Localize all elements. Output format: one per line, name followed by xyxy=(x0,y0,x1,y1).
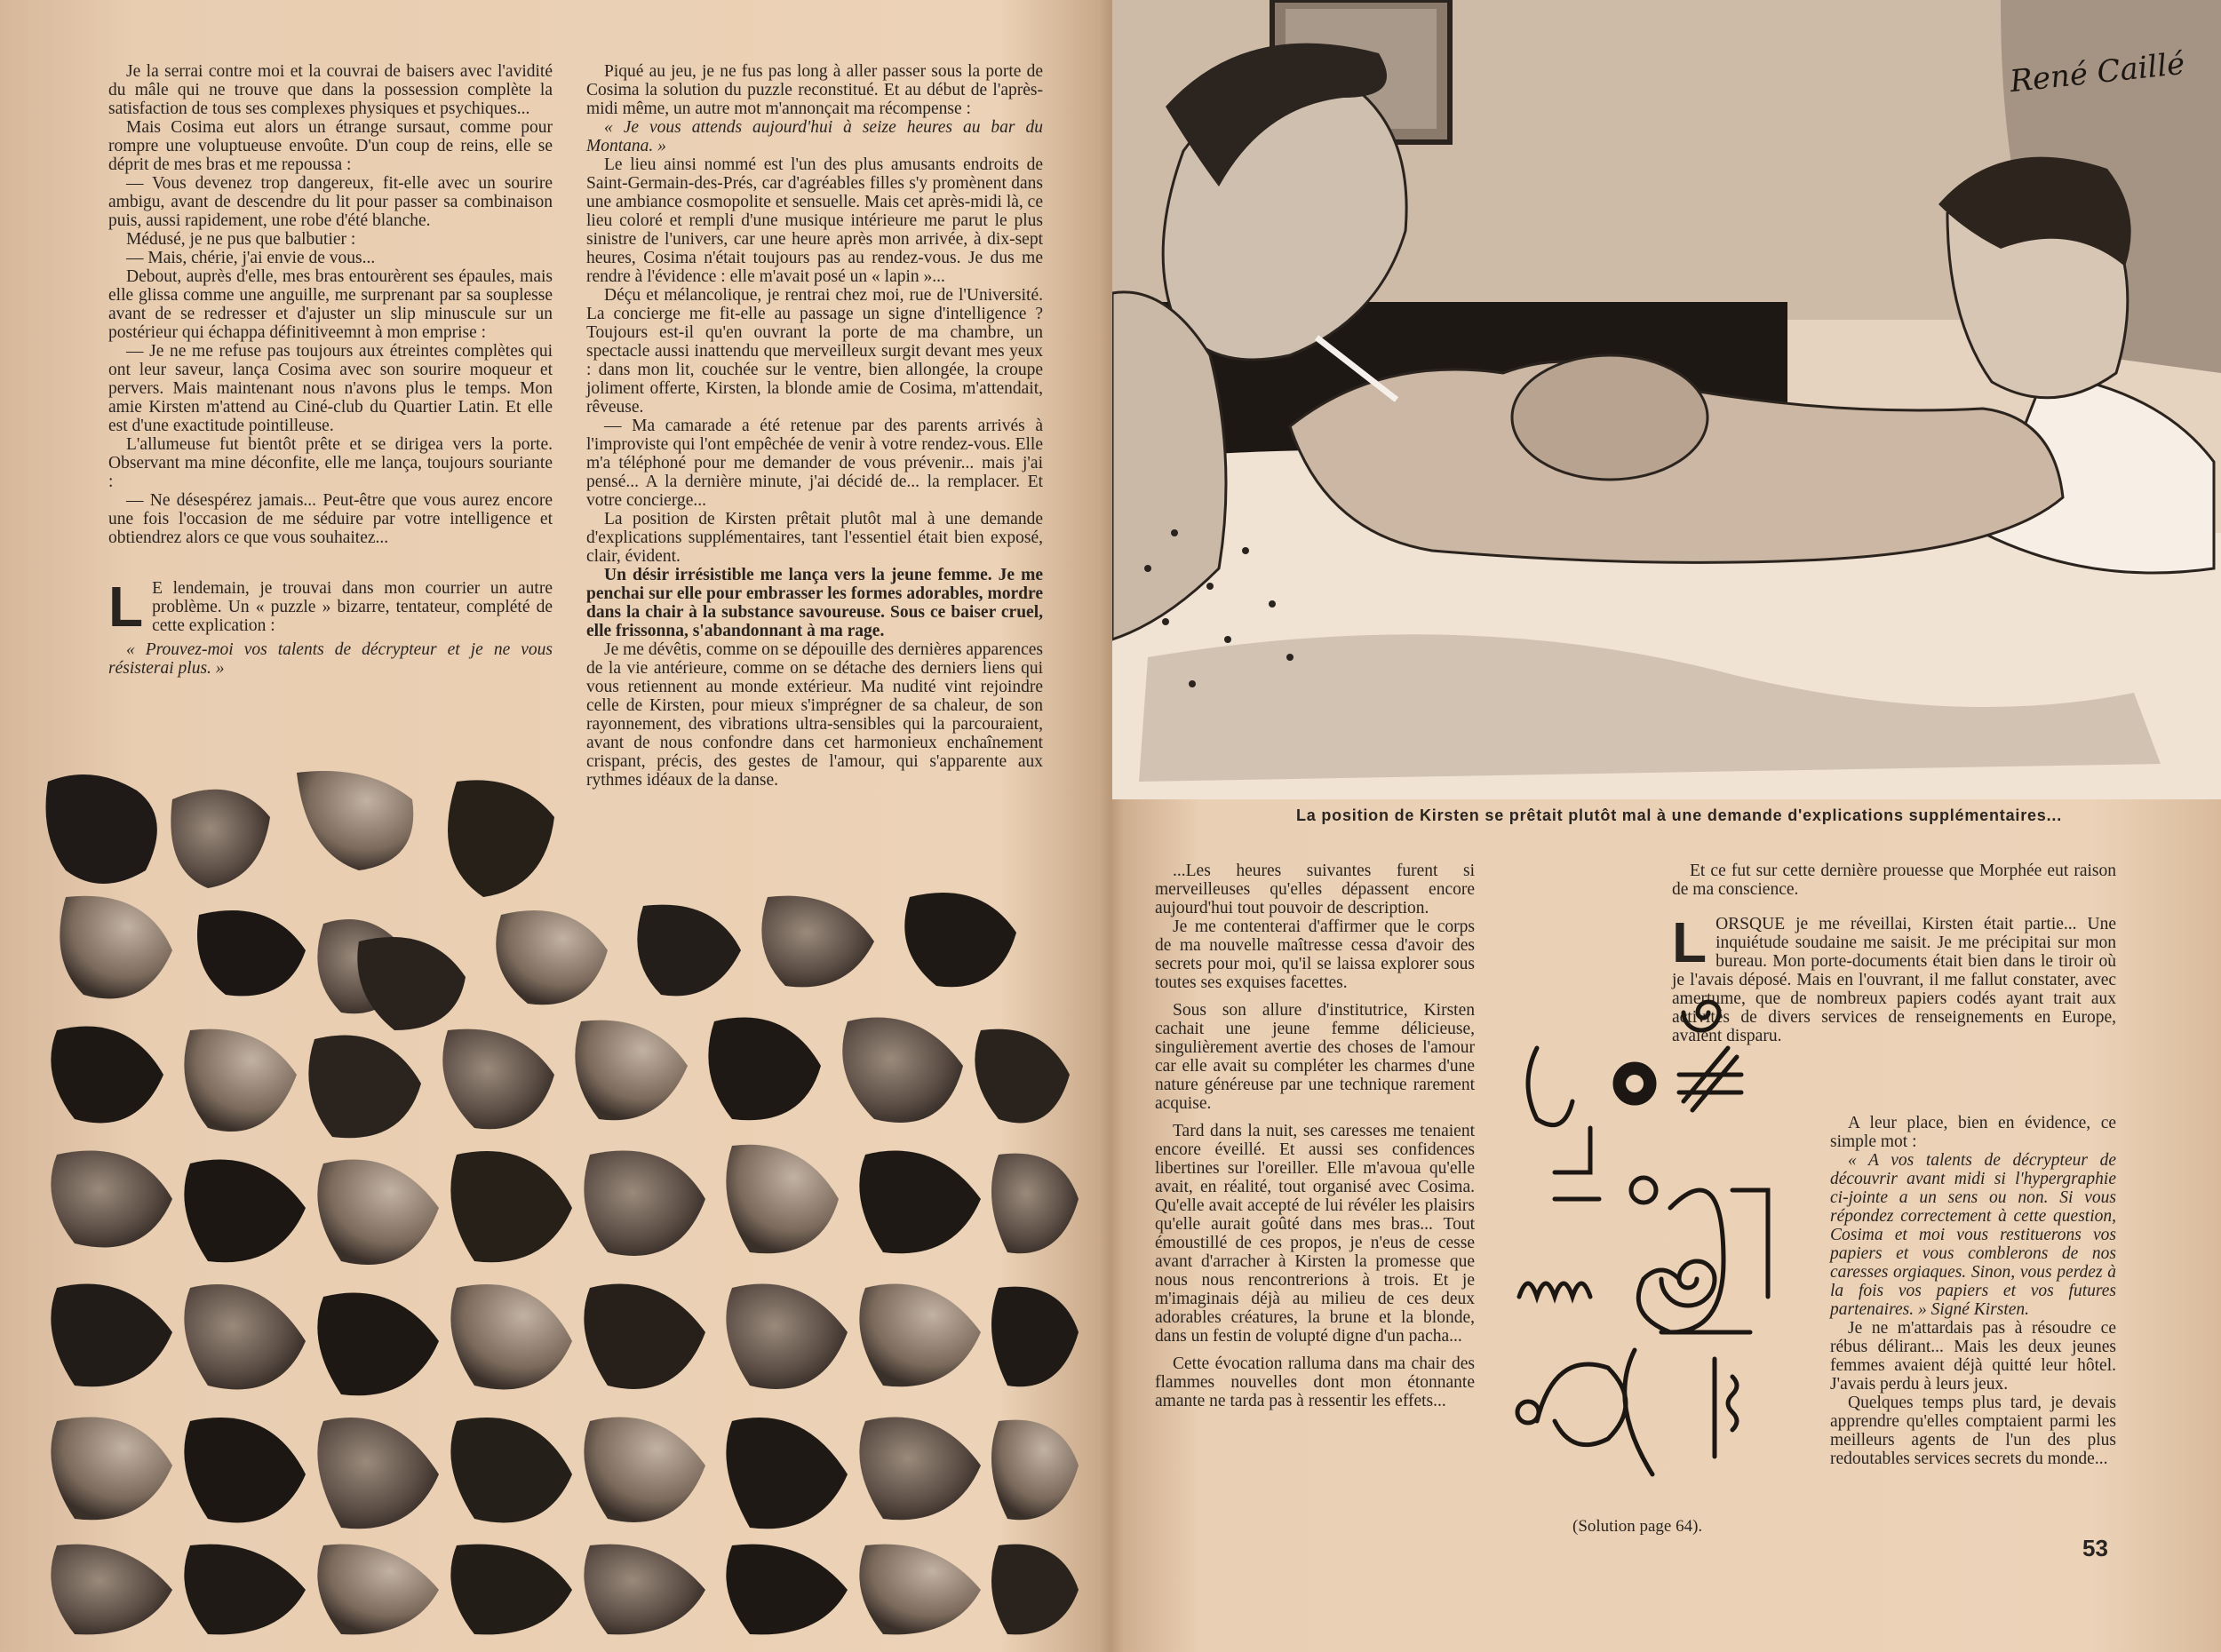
drop-cap: L xyxy=(108,575,144,639)
left-column-2 xyxy=(586,62,1043,790)
paragraph: La position de Kirsten prêtait plutôt mal à une demande d'explications supplémentaires, tant l'essentiel était bien exposé, clair, évident. xyxy=(586,510,1043,566)
paragraph: Médusé, je ne pus que balbutier : xyxy=(126,230,356,249)
left-column-1 xyxy=(108,62,553,678)
paragraph: Je me contenterai d'affirmer que le corps de ma nouvelle maîtresse cessa d'avoir des secrets pour moi, qu'il se laissa explorer sous toutes ses exquises facettes. xyxy=(1155,917,1475,992)
left-page xyxy=(0,0,1109,1652)
paragraph: — Je ne me refuse pas toujours aux étreintes complètes qui ont leur saveur, lança Cosima avec son sourire moqueur et pervers. Mais maintenant nous n'avons plus le temps. Mon amie Kirsten m'attend au Ciné-club du Quartier Latin. Et elle est d'une exactitude pointilleuse. xyxy=(108,342,553,435)
hypergraphie-rebus xyxy=(1501,995,1786,1492)
paragraph: — Ma camarade a été retenue par des parents arrivés à l'improviste qui l'ont empêchée de venir à votre rendez-vous. Elle m'a téléphoné pour me demander de vous prévenir... mais j'ai pensé... A la dernière minute, j'ai décidé de... la remplacer. Et votre concierge... xyxy=(586,417,1043,510)
paragraph: Piqué au jeu, je ne fus pas long à aller passer sous la porte de Cosima la solution du puzzle reconstitué. Et au début de l'après-midi même, un autre mot m'annonçait ma récompense : xyxy=(586,62,1043,118)
paragraph: Mais Cosima eut alors un étrange sursaut, comme pour rompre une voluptueuse envoûte. D'un coup de reins, elle se déprit de mes bras et me repoussa : xyxy=(108,118,553,174)
paragraph: Je ne m'attardais pas à résoudre ce rébus délirant... Mais les deux jeunes femmes avaient déjà quitté leur hôtel. J'avais perdu à leurs jeux. xyxy=(1830,1319,2116,1394)
puzzle-pieces xyxy=(46,771,1079,1634)
puzzle-collage xyxy=(39,764,1086,1643)
paragraph: A leur place, bien en évidence, ce simple mot : xyxy=(1830,1114,2116,1151)
page-number: 53 xyxy=(2082,1535,2108,1561)
paragraph: — Mais, chérie, j'ai envie de vous... xyxy=(126,249,376,267)
section-text: ORSQUE je me réveillai, Kirsten était partie... Une inquiétude soudaine me saisit. Je me précipitai sur mon bureau. Mon porte-documents était bien dans le tiroir où je l'avais déposé. Mais en l'ouvrant, il me fallut constater, avec amertume, que de nombreux papiers codés ayant trait aux activités de divers services de renseignements en Europe, avaient disparu. xyxy=(1672,915,2116,1045)
paragraph: Je la serrai contre moi et la couvrai de baisers avec l'avidité du mâle qui ne trouve que dans la possession complète la satisfaction de tous ses complexes physiques et psychiques... xyxy=(108,62,553,118)
paragraph: Tard dans la nuit, ses caresses me tenaient encore éveillé. Et aussi ses confidences libertines sur l'oreiller. Elle m'avoua qu'elle avait, en réalité, tout organisé avec Cosima. Qu'elle avait accepté de lui révéler les plaisirs qu'elle aurait goûté dans mes bras... Tout émoustillé de ces propos, je n'eus de cesse avant d'arracher à Kirsten la promesse que nous nous rencontrerions à trois. Et je m'imaginais déjà au milieu de ces deux adorables créatures, la brune et la blonde, dans un festin de volupté digne d'un pacha... xyxy=(1155,1122,1475,1346)
paragraph: ...Les heures suivantes furent si merveilleuses qu'elles dépassent encore aujourd'hui tout pouvoir de description. xyxy=(1155,862,1475,917)
right-column-1 xyxy=(1155,862,1475,1410)
paragraph: L'allumeuse fut bientôt prête et se dirigea vers la porte. Observant ma mine déconfite, elle me lança, toujours souriante : xyxy=(108,435,553,491)
right-column-2-continued xyxy=(1830,1114,2116,1468)
paragraph: Déçu et mélancolique, je rentrai chez moi, rue de l'Université. La concierge me fit-elle au passage un signe d'intelligence ? Toujours est-il qu'en ouvrant la porte de ma chambre, un spectacle aussi inattendu que merveilleux surgit devant mes yeux : dans mon lit, couchée sur le ventre, bien allongée, la croupe joliment offerte, Kirsten, la blonde amie de Cosima, m'attendait, rêveuse. xyxy=(586,286,1043,417)
paragraph: Je me dévêtis, comme on se dépouille des dernières apparences de la vie antérieure, comme on se détache des derniers liens qui vous retiennent au monde extérieur. Ma nudité vint rejoindre celle de Kirsten, pour mieux s'imprégner de sa chaleur, de son rayonnement, des vibrations ultra-sensibles qui la parcouraient, avant de nous confondre dans cet harmonieux enchaînement crispant, précis, des gestes de l'amour, qui s'apparente aux rythmes idéaux de la danse. xyxy=(586,640,1043,790)
bed-illustration xyxy=(1112,0,2221,799)
paragraph: — Ne désespérez jamais... Peut-être que vous aurez encore une fois l'occasion de me séduire par votre intelligence et obtiendrez alors ce que vous souhaitez... xyxy=(108,491,553,547)
quote: « Prouvez-moi vos talents de décrypteur et je ne vous résisterai plus. » xyxy=(108,640,553,678)
drop-cap: L xyxy=(1672,910,1708,974)
solution-note: (Solution page 64). xyxy=(1572,1517,1703,1536)
illustration-caption: La position de Kirsten se prêtait plutôt mal à une demande d'explications supplémentaires... xyxy=(1295,806,2063,824)
artist-signature: René Caillé xyxy=(2008,45,2187,100)
paragraph: — Vous devenez trop dangereux, fit-elle avec un sourire ambigu, avant de descendre du lit pour passer sa combinaison puis, aussi rapidement, une robe d'été blanche. xyxy=(108,174,553,230)
paragraph-quote: « A vos talents de décrypteur de découvrir avant midi si l'hypergraphie ci-jointe a un sens ou non. Si vous répondez correctement à cette question, Cosima et moi vous restituerons vos papiers et vous comblerons de nos caresses orgiaques. Sinon, vous perdez à la fois vos papiers et vos futures partenaires. » Signé Kirsten. xyxy=(1830,1151,2116,1319)
paragraph: Et ce fut sur cette dernière prouesse que Morphée eut raison de ma conscience. xyxy=(1672,862,2116,899)
paragraph: Sous son allure d'institutrice, Kirsten cachait une jeune femme délicieuse, singulièrement avertie des choses de l'amour car elle avait su compléter les charmes d'une nature généreuse par une technique rarement acquise. xyxy=(1155,1001,1475,1113)
paragraph: Debout, auprès d'elle, mes bras entourèrent ses épaules, mais elle glissa comme une anguille, me surprenant par sa souplesse avant de se redresser et d'ajuster un slip minuscule sur un postérieur qui échappa définitiveemnt à mon emprise : xyxy=(108,267,553,342)
paragraph: Quelques temps plus tard, je devais apprendre qu'elles comptaient parmi les meilleurs agents de l'un des plus redoutables services secrets du monde... xyxy=(1830,1394,2116,1468)
paragraph: Un désir irrésistible me lança vers la jeune femme. Je me penchai sur elle pour embrasser les formes adorables, mordre dans la chair à la substance savoureuse. Sous ce baiser cruel, elle frissonna, s'abandonnant à ma rage. xyxy=(586,566,1043,640)
section-start xyxy=(108,575,553,639)
paragraph: Le lieu ainsi nommé est l'un des plus amusants endroits de Saint-Germain-des-Prés, car d'agréables filles s'y promènent dans une ambiance cosmopolite et sensuelle. Mais cet après-midi là, ce lieu coloré et rempli d'une musique intérieure me parut le plus sinistre de l'univers, car une heure après mon arrivée, à dix-sept heures, Cosima n'était toujours pas au rendez-vous. Je dus me rendre à l'évidence : elle m'avait posé un « lapin »... xyxy=(586,155,1043,286)
paragraph: Cette évocation ralluma dans ma chair des flammes nouvelles dont mon étonnante amante ne tarda pas à ressentir les effets... xyxy=(1155,1354,1475,1410)
paragraph-quote: « Je vous attends aujourd'hui à seize heures au bar du Montana. » xyxy=(586,118,1043,155)
section-text: E lendemain, je trouvai dans mon courrier un autre problème. Un « puzzle » bizarre, tentateur, complété de cette explication : xyxy=(152,579,553,635)
